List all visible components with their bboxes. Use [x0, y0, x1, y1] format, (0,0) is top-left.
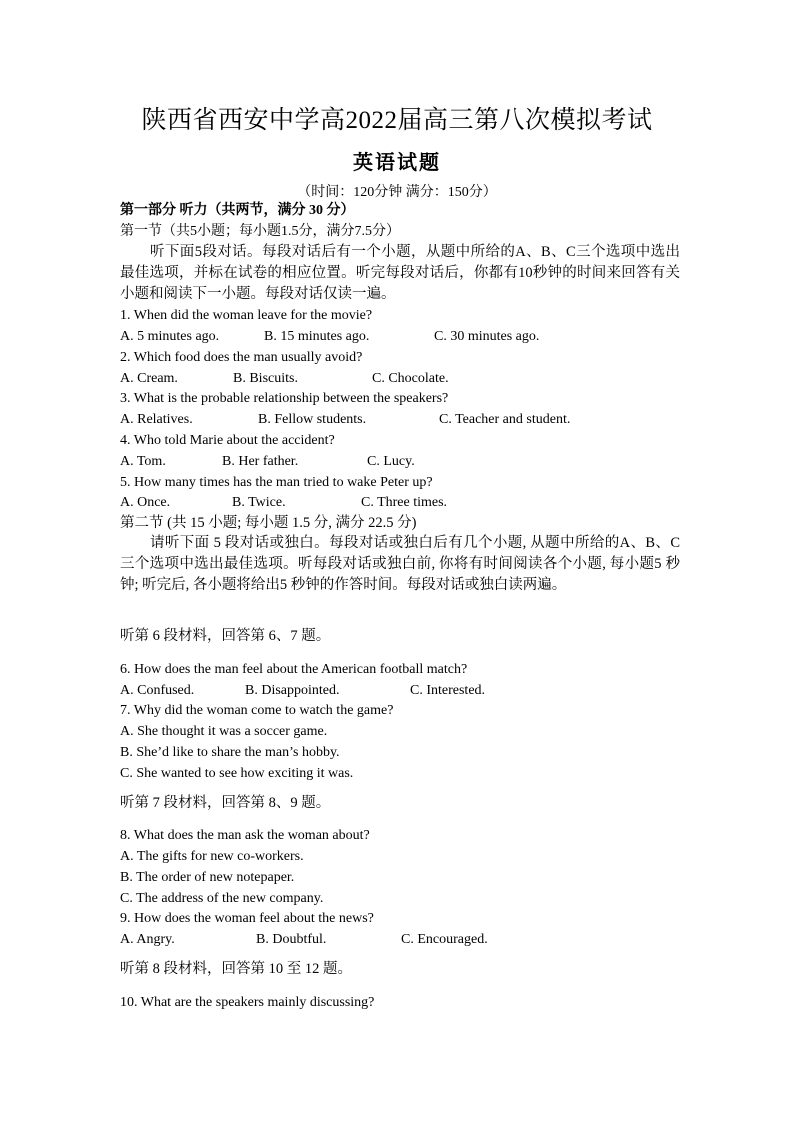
option-8b: B. The order of new notepaper. [120, 870, 295, 885]
question-3: 3. What is the probable relationship between the speakers? [120, 391, 449, 406]
question-7: 7. Why did the woman come to watch the game? [120, 703, 394, 718]
option-4c: C. Lucy. [367, 454, 415, 469]
option-2c: C. Chocolate. [372, 371, 449, 386]
option-5a: A. Once. [120, 495, 171, 510]
option-2b: B. Biscuits. [233, 371, 298, 386]
section2-heading: 第二节 (共 15 小题; 每小题 1.5 分, 满分 22.5 分) [120, 515, 417, 531]
option-3a: A. Relatives. [120, 412, 193, 427]
option-4b: B. Her father. [222, 454, 299, 469]
option-2a: A. Cream. [120, 371, 178, 386]
question-9: 9. How does the woman feel about the news? [120, 911, 374, 926]
subject-title: 英语试题 [353, 152, 441, 174]
section2-instructions: 请听下面 5 段对话或独白。每段对话或独白后有几个小题, 从题中所给的A、B、C 三个选项中选出最佳选项。听每段对话或独白前, 你将有时间阅读各个小题, 每小题5 秒钟; 听完后, 各小题将给出5 秒钟的作答时间。每段对话或独白读两遍。 [120, 535, 680, 593]
option-9c: C. Encouraged. [401, 932, 488, 947]
option-9a: A. Angry. [120, 932, 175, 947]
material-6-prompt: 听第 6 段材料，回答第 6、7 题。 [120, 628, 331, 644]
option-1c: C. 30 minutes ago. [434, 329, 540, 344]
section1-instructions: 听下面5段对话。每段对话后有一个小题，从题中所给的A、B、C三个选项中选出最佳选项，并标在试卷的相应位置。听完每段对话后，你都有10秒钟的时间来回答有关小题和阅读下一小题。每段对话仅读一遍。 [120, 244, 680, 302]
time-info: （时间：120分钟 满分：150分） [297, 185, 497, 200]
question-1: 1. When did the woman leave for the movie? [120, 308, 373, 323]
option-3c: C. Teacher and student. [439, 412, 571, 427]
question-6: 6. How does the man feel about the American football match? [120, 662, 468, 677]
option-7c: C. She wanted to see how exciting it was. [120, 766, 354, 781]
option-8a: A. The gifts for new co-workers. [120, 849, 304, 864]
option-4a: A. Tom. [120, 454, 166, 469]
exam-title: 陕西省西安中学高2022届高三第八次模拟考试 [141, 107, 653, 134]
option-7b: B. She’d like to share the man’s hobby. [120, 745, 340, 760]
question-4: 4. Who told Marie about the accident? [120, 433, 335, 448]
option-7a: A. She thought it was a soccer game. [120, 724, 328, 739]
material-7-prompt: 听第 7 段材料，回答第 8、9 题。 [120, 795, 331, 811]
part1-heading: 第一部分 听力（共两节，满分 30 分） [120, 203, 355, 218]
option-1b: B. 15 minutes ago. [264, 329, 370, 344]
question-10: 10. What are the speakers mainly discussing? [120, 995, 375, 1010]
option-1a: A. 5 minutes ago. [120, 329, 220, 344]
option-5b: B. Twice. [232, 495, 286, 510]
question-2: 2. Which food does the man usually avoid? [120, 350, 363, 365]
material-8-prompt: 听第 8 段材料，回答第 10 至 12 题。 [120, 961, 352, 977]
question-5: 5. How many times has the man tried to wake Peter up? [120, 475, 433, 490]
option-6a: A. Confused. [120, 683, 195, 698]
option-8c: C. The address of the new company. [120, 891, 324, 906]
question-8: 8. What does the man ask the woman about? [120, 828, 370, 843]
option-3b: B. Fellow students. [258, 412, 367, 427]
option-6c: C. Interested. [410, 683, 486, 698]
option-5c: C. Three times. [361, 495, 448, 510]
option-6b: B. Disappointed. [245, 683, 340, 698]
option-9b: B. Doubtful. [256, 932, 327, 947]
section1-heading: 第一节（共5小题；每小题1.5分，满分7.5分） [120, 224, 400, 239]
